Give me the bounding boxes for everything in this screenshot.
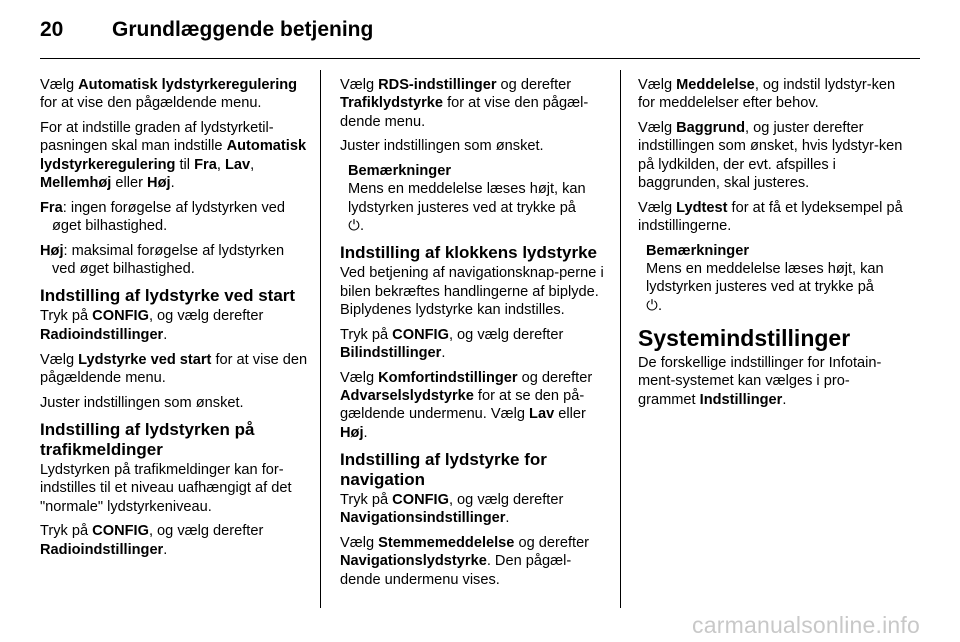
paragraph: For at indstille graden af lydstyrketil-pasningen skal man indstille Automatisk lydstyrkeregulering til Fra, Lav, Mellemhøj eller Høj. — [40, 120, 307, 191]
note-text: Mens en meddelelse læses højt, kan lydstyrken justeres ved at trykke på ⏻. — [348, 181, 586, 235]
page-title: Grundlæggende betjening — [112, 18, 374, 41]
header-rule — [40, 58, 920, 59]
note-title: Bemærkninger — [646, 242, 749, 259]
paragraph: Vælg RDS-indstillinger og derefter Trafiklydstyrke for at vise den pågæl-dende menu. — [340, 77, 589, 130]
section-heading: Indstilling af lydstyrken på trafikmeldinger — [40, 419, 255, 459]
definition-item: Fra: ingen forøgelse af lydstyrken ved øget bilhastighed. — [40, 199, 285, 235]
paragraph: Juster indstillingen som ønsket. — [40, 394, 244, 411]
paragraph: Juster indstillingen som ønsket. — [340, 138, 544, 155]
note-text: Mens en meddelelse læses højt, kan lydstyrken justeres ved at trykke på ⏻. — [646, 261, 884, 314]
paragraph: Vælg Baggrund, og juster derefter indstillingen som ønsket, hvis lydstyr-ken på lydkilden, der evt. afspilles i baggrunden, skal justeres. — [638, 120, 903, 191]
note-box — [340, 162, 608, 235]
paragraph: Lydstyrken på trafikmeldinger kan for-indstilles til et niveau uafhængigt af det "normale" lydstyrkeniveau. — [40, 461, 292, 515]
paragraph: Tryk på CONFIG, og vælg derefter Radioindstillinger. — [40, 308, 264, 343]
column-divider — [320, 70, 321, 608]
column-3 — [638, 76, 906, 415]
paragraph: Vælg Stemmemeddelelse og derefter Navigationslydstyrke. Den pågæl-dende undermenu vises. — [340, 535, 590, 588]
note-box — [638, 242, 906, 315]
column-divider — [620, 70, 621, 608]
paragraph: Ved betjening af navigationsknap-perne i bilen bekræftes handlingerne af biplyde. Biplydenes lydstyrke kan indstilles. — [340, 265, 604, 318]
watermark: carmanualsonline.info — [692, 612, 920, 638]
chapter-heading: Systemindstillinger — [638, 325, 851, 352]
paragraph: Vælg Lydtest for at få et lydeksempel på indstillingerne. — [638, 199, 903, 235]
section-heading: Indstilling af klokkens lydstyrke — [340, 243, 597, 263]
note-title: Bemærkninger — [348, 163, 451, 180]
power-icon: ⏻ — [348, 218, 360, 235]
section-heading: Indstilling af lydstyrke for navigation — [340, 450, 547, 490]
paragraph: Tryk på CONFIG, og vælg derefter Radioindstillinger. — [40, 523, 264, 558]
paragraph: Tryk på CONFIG, og vælg derefter Navigationsindstillinger. — [340, 492, 564, 527]
page-header — [40, 18, 373, 48]
column-1 — [40, 76, 308, 565]
page-number: 20 — [40, 18, 64, 41]
definition-item: Høj: maksimal forøgelse af lydstyrken ved øget bilhastighed. — [40, 242, 285, 278]
column-2 — [340, 76, 608, 596]
paragraph: De forskellige indstillinger for Infotain-ment-systemet kan vælges i pro-grammet Indstillinger. — [638, 355, 882, 408]
paragraph: Tryk på CONFIG, og vælg derefter Bilindstillinger. — [340, 326, 564, 362]
section-heading: Indstilling af lydstyrke ved start — [40, 286, 296, 306]
paragraph: Vælg Automatisk lydstyrkeregulering for at vise den pågældende menu. — [40, 77, 298, 112]
paragraph: Vælg Komfortindstillinger og derefter Advarselslydstyrke for at se den på-gældende undermenu. Vælg Lav eller Høj. — [340, 369, 593, 441]
paragraph: Vælg Lydstyrke ved start for at vise den pågældende menu. — [40, 351, 308, 386]
power-icon: ⏻ — [646, 297, 658, 314]
paragraph: Vælg Meddelelse, og indstil lydstyr-ken for meddelelser efter behov. — [638, 77, 896, 112]
